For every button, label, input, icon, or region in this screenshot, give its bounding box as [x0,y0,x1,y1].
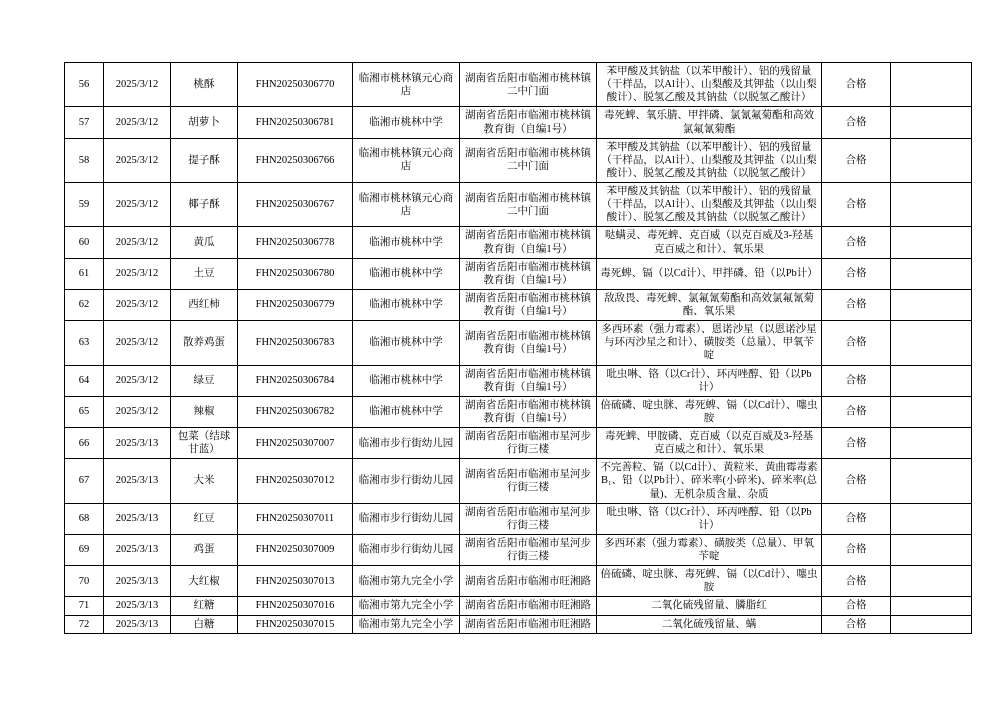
sampling-date: 2025/3/12 [104,396,171,427]
row-index: 68 [65,503,104,534]
row-index: 56 [65,63,104,107]
sample-code: FHN20250306766 [238,138,353,182]
sample-code: FHN20250306783 [238,321,353,365]
inspection-result: 合格 [822,365,891,396]
inspection-result: 合格 [822,534,891,565]
remark [891,566,972,597]
inspection-result: 合格 [822,428,891,459]
row-index: 70 [65,566,104,597]
sampled-organization: 临湘市桃林中学 [353,227,460,258]
table-row [65,615,972,633]
table-row [65,321,972,365]
sampling-date: 2025/3/12 [104,289,171,320]
sampled-organization: 临湘市第九完全小学 [353,597,460,615]
remark [891,63,972,107]
sampling-date: 2025/3/13 [104,534,171,565]
row-index: 71 [65,597,104,615]
sample-code: FHN20250306781 [238,107,353,138]
sampled-organization: 临湘市步行街幼儿园 [353,459,460,503]
sampled-organization: 临湘市桃林中学 [353,107,460,138]
sampled-address: 湖南省岳阳市临湘市旺湘路 [460,566,597,597]
sampling-date: 2025/3/12 [104,365,171,396]
inspection-items: 毒死蜱、镉（以Cd计）、甲拌磷、铅（以Pb计） [597,258,822,289]
sampling-date: 2025/3/12 [104,258,171,289]
inspection-result: 合格 [822,289,891,320]
inspection-items: 苯甲酸及其钠盐（以苯甲酸计）、铝的残留量（干样品，以Al计）、山梨酸及其钾盐（以山梨酸计）、脱氢乙酸及其钠盐（以脱氢乙酸计） [597,138,822,182]
inspection-items: 多西环素（强力霉素）、磺胺类（总量）、甲氧苄啶 [597,534,822,565]
sampled-organization: 临湘市桃林中学 [353,365,460,396]
inspection-result: 合格 [822,459,891,503]
sampled-organization: 临湘市步行街幼儿园 [353,534,460,565]
remark [891,396,972,427]
inspection-items: 苯甲酸及其钠盐（以苯甲酸计）、铝的残留量（干样品，以Al计）、山梨酸及其钾盐（以山梨酸计）、脱氢乙酸及其钠盐（以脱氢乙酸计） [597,183,822,227]
sampled-address: 湖南省岳阳市临湘市桃林镇教育街（自编1号） [460,365,597,396]
table-row [65,428,972,459]
sampling-date: 2025/3/12 [104,183,171,227]
remark [891,258,972,289]
row-index: 63 [65,321,104,365]
sampled-address: 湖南省岳阳市临湘市旺湘路 [460,597,597,615]
remark [891,321,972,365]
sample-name: 提子酥 [171,138,238,182]
inspection-result: 合格 [822,258,891,289]
sample-name: 椰子酥 [171,183,238,227]
sample-code: FHN20250307011 [238,503,353,534]
sampled-address: 湖南省岳阳市临湘市星河步行街三楼 [460,459,597,503]
sampled-organization: 临湘市桃林中学 [353,289,460,320]
sample-code: FHN20250306779 [238,289,353,320]
inspection-items: 倍硫磷、啶虫脒、毒死蜱、镉（以Cd计）、噻虫胺 [597,566,822,597]
remark [891,597,972,615]
row-index: 65 [65,396,104,427]
inspection-items: 吡虫啉、铬（以Cr计）、环丙唑醇、铅（以Pb计） [597,503,822,534]
inspection-items: 倍硫磷、啶虫脒、毒死蜱、镉（以Cd计）、噻虫胺 [597,396,822,427]
row-index: 64 [65,365,104,396]
sample-code: FHN20250307013 [238,566,353,597]
inspection-items: 多西环素（强力霉素）、恩诺沙星（以恩诺沙星与环丙沙星之和计）、磺胺类（总量）、甲氧苄啶 [597,321,822,365]
inspection-result: 合格 [822,503,891,534]
inspection-table [64,62,972,634]
inspection-items: 敌敌畏、毒死蜱、氯氟氰菊酯和高效氯氟氰菊酯、氧乐果 [597,289,822,320]
inspection-table-container [64,62,936,634]
sampling-date: 2025/3/12 [104,227,171,258]
inspection-result: 合格 [822,107,891,138]
sampling-date: 2025/3/12 [104,321,171,365]
row-index: 69 [65,534,104,565]
remark [891,183,972,227]
sample-code: FHN20250306782 [238,396,353,427]
sampled-address: 湖南省岳阳市临湘市桃林镇二中门面 [460,183,597,227]
row-index: 67 [65,459,104,503]
inspection-items: 毒死蜱、甲胺磷、克百威（以克百威及3-羟基克百威之和计）、氧乐果 [597,428,822,459]
sample-code: FHN20250307016 [238,597,353,615]
sample-name: 黄瓜 [171,227,238,258]
sample-code: FHN20250306778 [238,227,353,258]
sampled-organization: 临湘市桃林镇元心商店 [353,183,460,227]
table-row [65,63,972,107]
remark [891,615,972,633]
sampling-date: 2025/3/12 [104,107,171,138]
sample-name: 西红柿 [171,289,238,320]
remark [891,138,972,182]
row-index: 66 [65,428,104,459]
inspection-result: 合格 [822,321,891,365]
sample-name: 红糖 [171,597,238,615]
inspection-result: 合格 [822,615,891,633]
sample-name: 红豆 [171,503,238,534]
table-row [65,396,972,427]
sampled-address: 湖南省岳阳市临湘市桃林镇教育街（自编1号） [460,258,597,289]
sampled-organization: 临湘市第九完全小学 [353,566,460,597]
sampling-date: 2025/3/13 [104,615,171,633]
inspection-items: 哒螨灵、毒死蜱、克百威（以克百威及3-羟基克百威之和计）、氧乐果 [597,227,822,258]
inspection-items: 苯甲酸及其钠盐（以苯甲酸计）、铝的残留量（干样品，以Al计）、山梨酸及其钾盐（以山梨酸计）、脱氢乙酸及其钠盐（以脱氢乙酸计） [597,63,822,107]
sample-code: FHN20250306770 [238,63,353,107]
row-index: 72 [65,615,104,633]
sampled-organization: 临湘市步行街幼儿园 [353,428,460,459]
inspection-table-body [65,63,972,634]
sample-name: 包菜（结球甘蓝） [171,428,238,459]
sampled-address: 湖南省岳阳市临湘市星河步行街三楼 [460,428,597,459]
sampled-organization: 临湘市步行街幼儿园 [353,503,460,534]
sampling-date: 2025/3/13 [104,428,171,459]
sampled-address: 湖南省岳阳市临湘市旺湘路 [460,615,597,633]
table-row [65,459,972,503]
sample-code: FHN20250306780 [238,258,353,289]
sample-code: FHN20250307015 [238,615,353,633]
table-row [65,138,972,182]
inspection-items: 吡虫啉、铬（以Cr计）、环丙唑醇、铅（以Pb计） [597,365,822,396]
sampling-date: 2025/3/12 [104,63,171,107]
inspection-result: 合格 [822,138,891,182]
sampled-address: 湖南省岳阳市临湘市桃林镇教育街（自编1号） [460,227,597,258]
sampled-organization: 临湘市桃林中学 [353,396,460,427]
remark [891,459,972,503]
sampled-address: 湖南省岳阳市临湘市桃林镇二中门面 [460,63,597,107]
sampled-address: 湖南省岳阳市临湘市桃林镇教育街（自编1号） [460,107,597,138]
sampled-organization: 临湘市桃林镇元心商店 [353,138,460,182]
table-row [65,183,972,227]
row-index: 62 [65,289,104,320]
table-row [65,107,972,138]
remark [891,107,972,138]
sampling-date: 2025/3/13 [104,503,171,534]
table-row [65,258,972,289]
inspection-items: 不完善粒、镉（以Cd计）、黄粒米、黄曲霉毒素B₁、铅（以Pb计）、碎米率(小碎米)、碎米率(总量)、无机杂质含量、杂质 [597,459,822,503]
sampling-date: 2025/3/13 [104,597,171,615]
remark [891,227,972,258]
sampled-address: 湖南省岳阳市临湘市桃林镇教育街（自编1号） [460,396,597,427]
sample-code: FHN20250307012 [238,459,353,503]
sample-code: FHN20250306767 [238,183,353,227]
row-index: 58 [65,138,104,182]
sample-name: 辣椒 [171,396,238,427]
row-index: 59 [65,183,104,227]
sample-code: FHN20250307007 [238,428,353,459]
sampled-organization: 临湘市桃林中学 [353,321,460,365]
inspection-items: 二氧化硫残留量、膦脂红 [597,597,822,615]
table-row [65,566,972,597]
sample-code: FHN20250307009 [238,534,353,565]
sampled-organization: 临湘市桃林镇元心商店 [353,63,460,107]
row-index: 61 [65,258,104,289]
table-row [65,365,972,396]
sample-name: 大红椒 [171,566,238,597]
sampled-address: 湖南省岳阳市临湘市星河步行街三楼 [460,503,597,534]
sample-name: 鸡蛋 [171,534,238,565]
sample-name: 胡萝卜 [171,107,238,138]
table-row [65,503,972,534]
inspection-result: 合格 [822,396,891,427]
sampled-organization: 临湘市第九完全小学 [353,615,460,633]
remark [891,534,972,565]
sample-name: 散养鸡蛋 [171,321,238,365]
sampling-date: 2025/3/13 [104,459,171,503]
remark [891,503,972,534]
sample-name: 大米 [171,459,238,503]
remark [891,289,972,320]
sampled-address: 湖南省岳阳市临湘市桃林镇教育街（自编1号） [460,289,597,320]
inspection-result: 合格 [822,183,891,227]
inspection-result: 合格 [822,566,891,597]
table-row [65,227,972,258]
inspection-items: 二氧化硫残留量、螨 [597,615,822,633]
row-index: 60 [65,227,104,258]
inspection-result: 合格 [822,597,891,615]
sample-name: 白糖 [171,615,238,633]
row-index: 57 [65,107,104,138]
sample-code: FHN20250306784 [238,365,353,396]
table-row [65,534,972,565]
remark [891,428,972,459]
remark [891,365,972,396]
sampled-organization: 临湘市桃林中学 [353,258,460,289]
table-row [65,597,972,615]
sample-name: 桃酥 [171,63,238,107]
inspection-result: 合格 [822,227,891,258]
inspection-result: 合格 [822,63,891,107]
sampling-date: 2025/3/13 [104,566,171,597]
sampling-date: 2025/3/12 [104,138,171,182]
table-row [65,289,972,320]
inspection-items: 毒死蜱、氧乐腈、甲拌磷、氯氰氟菊酯和高效氯氟氰菊酯 [597,107,822,138]
sampled-address: 湖南省岳阳市临湘市桃林镇教育街（自编1号） [460,321,597,365]
sampled-address: 湖南省岳阳市临湘市桃林镇二中门面 [460,138,597,182]
sample-name: 绿豆 [171,365,238,396]
sample-name: 土豆 [171,258,238,289]
sampled-address: 湖南省岳阳市临湘市星河步行街三楼 [460,534,597,565]
